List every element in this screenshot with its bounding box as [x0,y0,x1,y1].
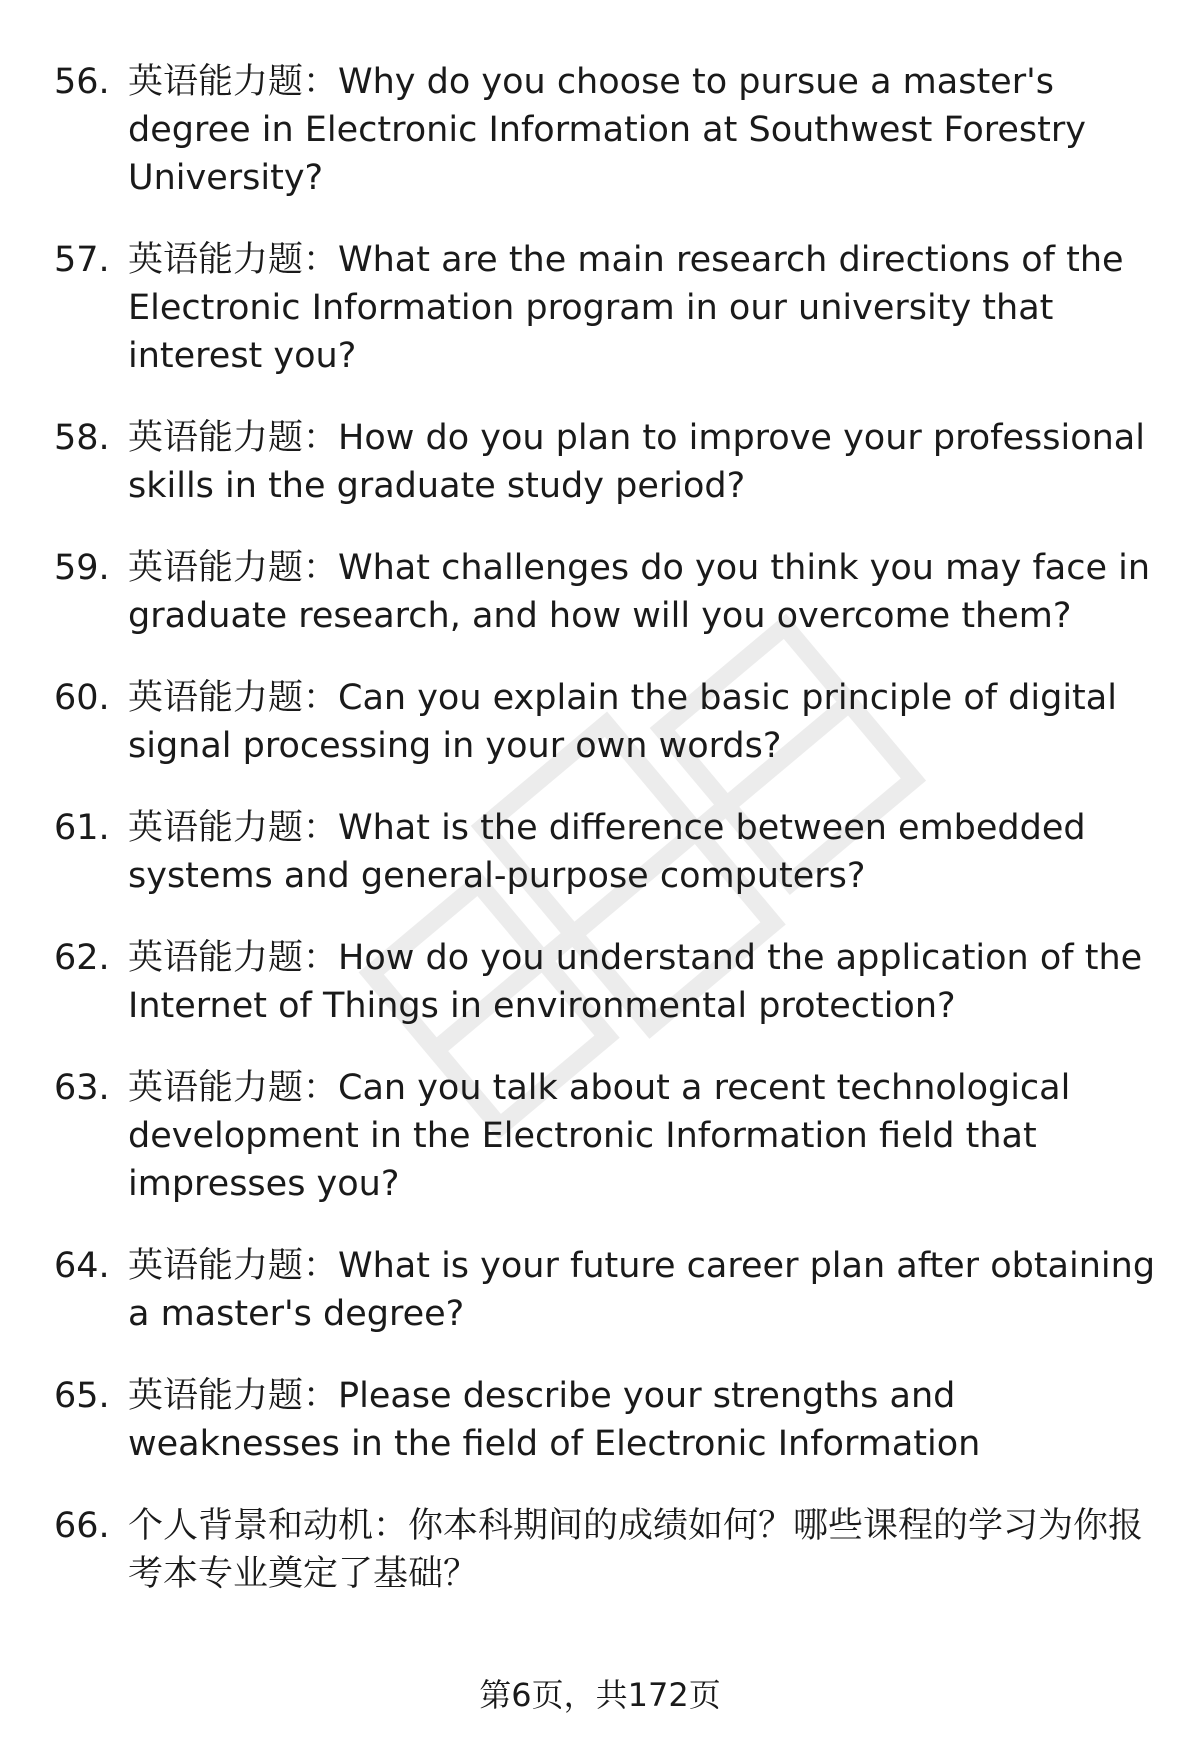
question-text: 英语能力题：Can you talk about a recent technological development in the Electronic Information field that impresses you? [128,1068,1071,1204]
question-item [54,804,1164,900]
question-number: 59. [54,548,110,588]
question-item [54,236,1164,380]
question-number: 61. [54,808,110,848]
page-footer: 第6页，共172页 [479,1676,721,1714]
question-number: 56. [54,62,110,102]
question-text: 英语能力题：What is the difference between embedded systems and general-purpose computers? [128,808,1086,896]
question-text: 英语能力题：Please describe your strengths and weaknesses in the field of Electronic Information [128,1376,981,1464]
question-number: 65. [54,1376,110,1416]
question-item [54,414,1164,510]
question-text: 英语能力题：Why do you choose to pursue a master's degree in Electronic Information at Southwest Forestry University? [128,62,1086,198]
question-number: 62. [54,938,110,978]
question-text: 英语能力题：What is your future career plan after obtaining a master's degree? [128,1246,1156,1334]
question-number: 58. [54,418,110,458]
question-number: 57. [54,240,110,280]
question-number: 60. [54,678,110,718]
question-text: 英语能力题：How do you understand the application of the Internet of Things in environmental protection? [128,938,1143,1026]
question-item [54,58,1164,202]
question-number: 66. [54,1506,110,1546]
question-number: 64. [54,1246,110,1286]
question-item [54,934,1164,1030]
question-text: 英语能力题：Can you explain the basic principle of digital signal processing in your own words? [128,678,1117,766]
question-list [54,58,1164,1632]
question-text: 英语能力题：How do you plan to improve your professional skills in the graduate study period? [128,418,1145,506]
question-item [54,544,1164,640]
question-item [54,1502,1164,1598]
question-text: 个人背景和动机：你本科期间的成绩如何？哪些课程的学习为你报考本专业奠定了基础？ [128,1506,1144,1594]
question-number: 63. [54,1068,110,1108]
question-text: 英语能力题：What challenges do you think you may face in graduate research, and how will you overcome them? [128,548,1151,636]
question-item [54,1242,1164,1338]
question-text: 英语能力题：What are the main research directions of the Electronic Information program in our university that interest you? [128,240,1124,376]
question-item [54,1372,1164,1468]
question-item [54,674,1164,770]
question-item [54,1064,1164,1208]
